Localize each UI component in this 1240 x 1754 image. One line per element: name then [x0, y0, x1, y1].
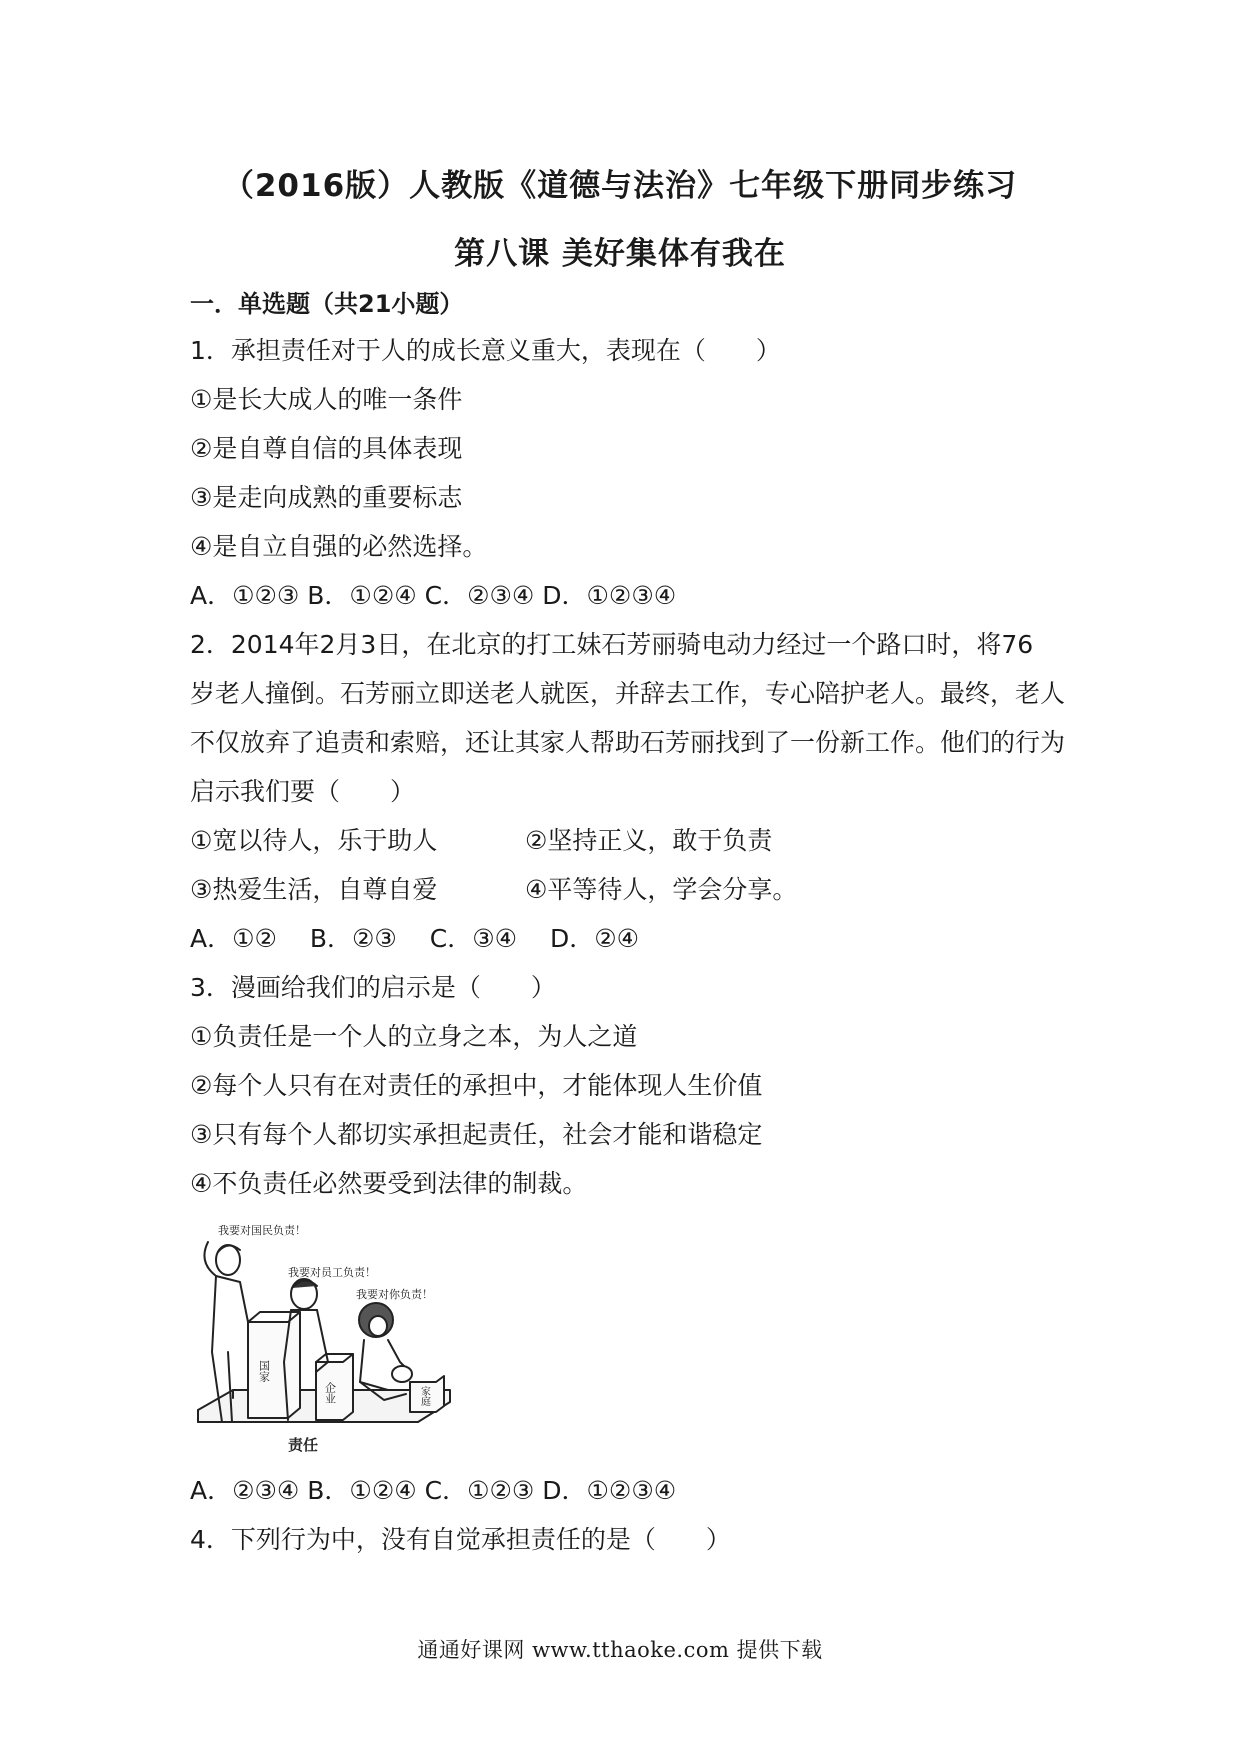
question-4-stem: 4．下列行为中，没有自觉承担责任的是（ ） — [190, 1525, 731, 1554]
responsibility-cartoon — [188, 1222, 466, 1462]
question-2-items-row — [190, 825, 810, 857]
question-1-item: ④是自立自强的必然选择。 — [190, 532, 488, 561]
cartoon-speech-1: 我要对国民负责！ — [218, 1224, 306, 1237]
document-title: （2016版）人教版《道德与法治》七年级下册同步练习 — [222, 168, 1018, 204]
question-1-options: A．①②③ B．①②④ C．②③④ D．①②③④ — [190, 581, 677, 610]
question-1-item: ③是走向成熟的重要标志 — [190, 483, 463, 512]
cartoon-speech-2: 我要对员工负责！ — [288, 1266, 376, 1279]
question-2-item: ①宽以待人，乐于助人 — [190, 826, 438, 855]
question-3-item: ③只有每个人都切实承担起责任，社会才能和谐稳定 — [190, 1120, 763, 1149]
question-2-options: A．①② B．②③ C．③④ D．②④ — [190, 924, 640, 953]
question-3-stem: 3．漫画给我们的启示是（ ） — [190, 973, 556, 1002]
question-1-item: ②是自尊自信的具体表现 — [190, 434, 463, 463]
cartoon-speech-3: 我要对你负责！ — [356, 1288, 433, 1301]
question-2-text: 岁老人撞倒。石芳丽立即送老人就医，并辞去工作，专心陪护老人。最终，老人 — [190, 679, 1066, 708]
question-2-item: ④平等待人，学会分享。 — [525, 875, 798, 904]
cartoon-box-label-2: 企业 — [323, 1382, 337, 1404]
question-2-items-row — [190, 874, 810, 906]
question-2-item: ③热爱生活，自尊自爱 — [190, 875, 438, 904]
question-1-item: ①是长大成人的唯一条件 — [190, 385, 463, 414]
question-3-options: A．②③④ B．①②④ C．①②③ D．①②③④ — [190, 1476, 677, 1505]
question-3-item: ②每个人只有在对责任的承担中，才能体现人生价值 — [190, 1071, 763, 1100]
question-1-stem: 1．承担责任对于人的成长意义重大，表现在（ ） — [190, 336, 781, 365]
question-3-item: ④不负责任必然要受到法律的制裁。 — [190, 1169, 588, 1198]
page-footer: 通通好课网 www.tthaoke.com 提供下载 — [417, 1638, 823, 1662]
section-heading: 一．单选题（共21小题） — [190, 290, 464, 318]
question-2-text: 不仅放弃了追责和索赔，还让其家人帮助石芳丽找到了一份新工作。他们的行为 — [190, 728, 1066, 757]
question-3-item: ①负责任是一个人的立身之本，为人之道 — [190, 1022, 638, 1051]
question-2-text: 2．2014年2月3日，在北京的打工妹石芳丽骑电动力经过一个路口时，将76 — [190, 630, 1034, 659]
question-2-text: 启示我们要（ ） — [190, 777, 416, 806]
lesson-title: 第八课 美好集体有我在 — [454, 236, 786, 272]
cartoon-box-label-3: 家庭 — [418, 1386, 430, 1406]
question-2-item: ②坚持正义，敢于负责 — [525, 826, 773, 855]
cartoon-box-label-1: 国家 — [257, 1360, 271, 1382]
cartoon-base-label: 责任 — [288, 1436, 319, 1454]
